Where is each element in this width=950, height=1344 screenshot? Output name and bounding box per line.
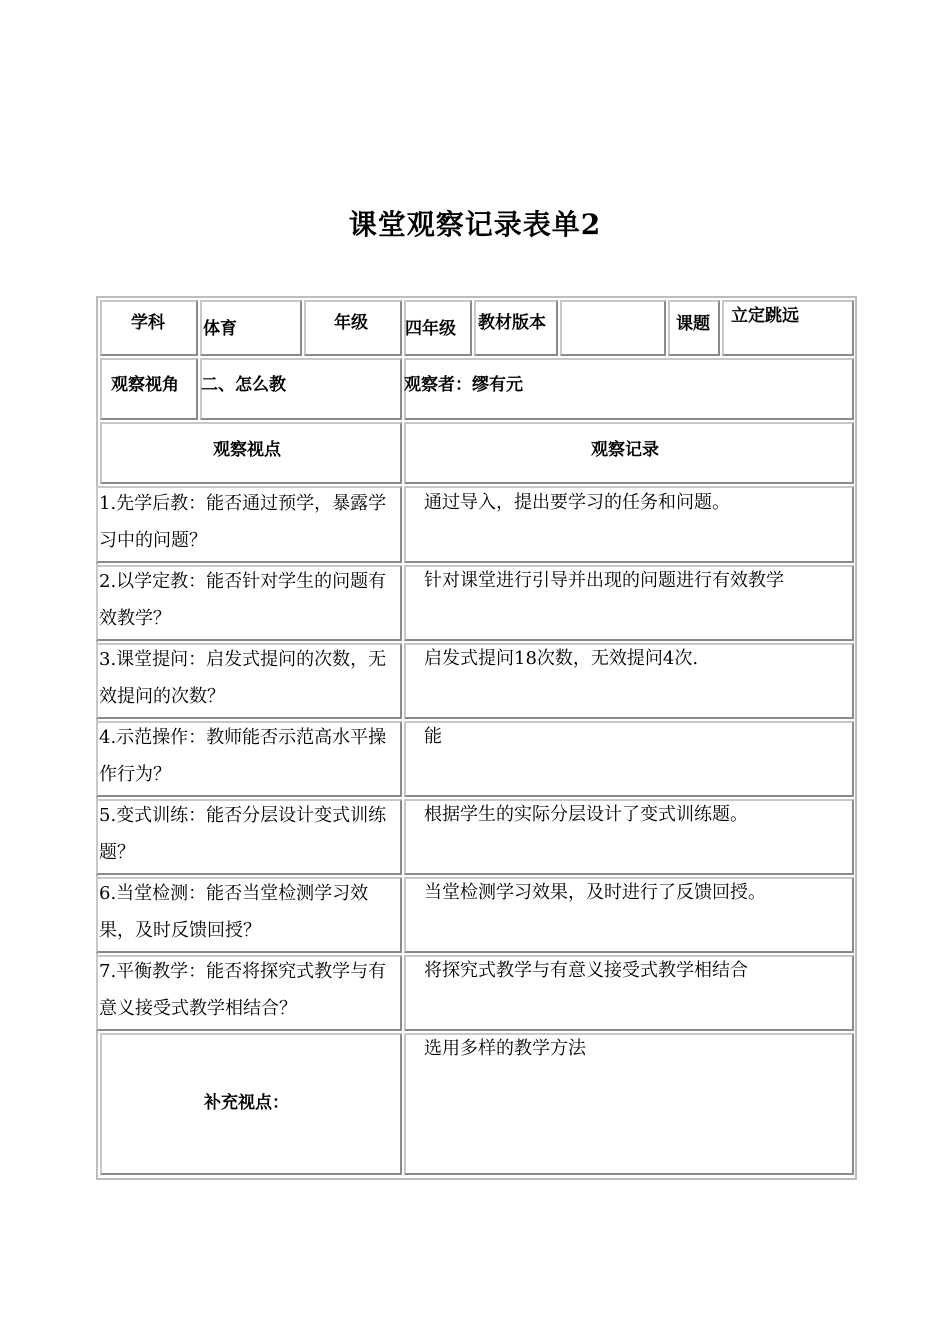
topic-value: 立定跳远 [731,306,799,326]
subject-value: 体育 [203,319,237,339]
topic-label: 课题 [676,314,710,334]
grade-label: 年级 [334,313,368,333]
observation-point: 2.以学定教：能否针对学生的问题有效教学？ [99,571,387,629]
observation-record: 根据学生的实际分层设计了变式训练题。 [424,804,748,825]
supplement-label: 补充视点： [204,1093,289,1113]
observation-record: 通过导入，提出要学习的任务和问题。 [424,492,730,513]
perspective-label: 观察视角 [111,375,179,395]
observation-record: 启发式提问18次数，无效提问4次. [424,648,699,669]
page-title: 课堂观察记录表单2 [348,208,602,241]
column-header-record: 观察记录 [591,440,659,460]
textbook-label: 教材版本 [478,313,546,333]
observation-record: 能 [424,726,442,747]
supplement-record: 选用多样的教学方法 [424,1038,586,1059]
table-row [404,721,854,797]
observation-record: 将探究式教学与有意义接受式教学相结合 [424,960,748,981]
column-header-point: 观察视点 [213,440,281,460]
perspective-value: 二、怎么教 [201,375,286,395]
grade-value: 四年级 [405,319,456,339]
observation-point: 6.当堂检测：能否当堂检测学习效果，及时反馈回授？ [99,883,369,941]
observer-label: 观察者：缪有元 [404,375,523,395]
observation-point: 5.变式训练：能否分层设计变式训练题？ [99,805,387,863]
observation-point: 4.示范操作：教师能否示范高水平操作行为？ [99,727,387,785]
observation-point: 7.平衡教学：能否将探究式教学与有意义接受式教学相结合？ [99,961,387,1019]
observation-point: 3.课堂提问：启发式提问的次数，无效提问的次数？ [99,649,387,707]
cell-textbook-value [560,300,666,356]
subject-label: 学科 [131,313,165,333]
observation-point: 1.先学后教：能否通过预学，暴露学习中的问题？ [99,493,387,551]
observation-record: 当堂检测学习效果，及时进行了反馈回授。 [424,882,766,903]
observation-record: 针对课堂进行引导并出现的问题进行有效教学 [424,570,784,591]
